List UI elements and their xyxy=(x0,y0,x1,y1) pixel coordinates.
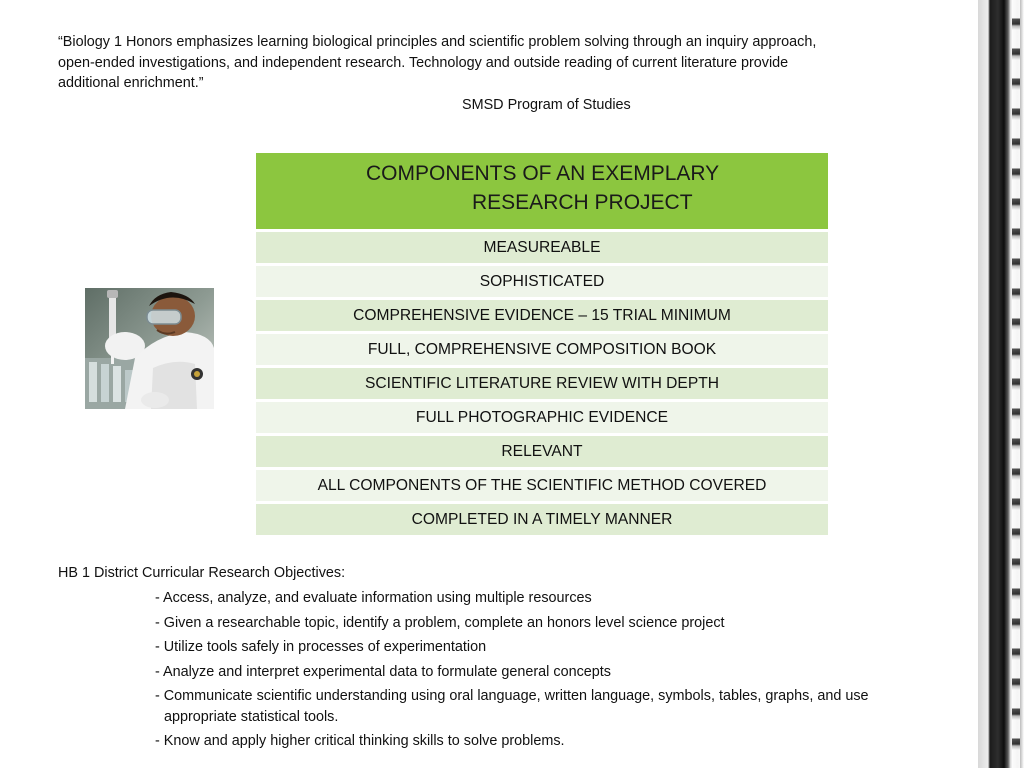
list-item: - Access, analyze, and evaluate information using multiple resources xyxy=(155,590,592,606)
table-row xyxy=(256,231,828,265)
table-row xyxy=(256,401,828,435)
quote-source: SMSD Program of Studies xyxy=(462,97,631,113)
table-row xyxy=(256,435,828,469)
table-row xyxy=(256,367,828,401)
table-cell: SOPHISTICATED xyxy=(256,265,828,299)
components-table-header xyxy=(256,153,828,231)
components-table xyxy=(256,153,828,535)
list-item: - Know and apply higher critical thinking skills to solve problems. xyxy=(155,733,565,749)
list-item: - Communicate scientific understanding using oral language, written language, symbols, tables, graphs, and use appropriate statistical tools. xyxy=(155,688,869,725)
table-cell: ALL COMPONENTS OF THE SCIENTIFIC METHOD COVERED xyxy=(256,469,828,503)
scientist-photo xyxy=(85,288,214,409)
scientist-photo-icon xyxy=(85,288,214,409)
objectives-title: HB 1 District Curricular Research Objectives: xyxy=(58,565,346,581)
table-row xyxy=(256,299,828,333)
list-item: - Given a researchable topic, identify a problem, complete an honors level science project xyxy=(155,614,725,631)
table-header-line1: COMPONENTS OF AN EXEMPLARY xyxy=(366,162,720,185)
table-row xyxy=(256,503,828,536)
objectives-list xyxy=(155,588,895,756)
table-row xyxy=(256,469,828,503)
list-item: - Utilize tools safely in processes of experimentation xyxy=(155,639,487,655)
table-header-line2: RESEARCH PROJECT xyxy=(472,191,693,214)
program-quote: “Biology 1 Honors emphasizes learning biological principles and scientific problem solving through an inquiry approach, open-ended investigations, and independent research. Technology and outside reading of current literature provide additional enrichment.” xyxy=(58,34,817,91)
table-row xyxy=(256,265,828,299)
decorative-edge xyxy=(978,0,1024,768)
list-item: - Analyze and interpret experimental data to formulate general concepts xyxy=(155,663,611,680)
table-cell: SCIENTIFIC LITERATURE REVIEW WITH DEPTH xyxy=(256,367,828,401)
table-row xyxy=(256,333,828,367)
table-cell: RELEVANT xyxy=(256,435,828,469)
table-cell: FULL, COMPREHENSIVE COMPOSITION BOOK xyxy=(256,333,828,367)
table-cell: MEASUREABLE xyxy=(256,231,828,265)
table-cell: COMPREHENSIVE EVIDENCE – 15 TRIAL MINIMUM xyxy=(256,299,828,333)
table-cell: COMPLETED IN A TIMELY MANNER xyxy=(256,503,828,536)
table-cell: FULL PHOTOGRAPHIC EVIDENCE xyxy=(256,401,828,435)
decorative-stripe xyxy=(1012,0,1020,768)
